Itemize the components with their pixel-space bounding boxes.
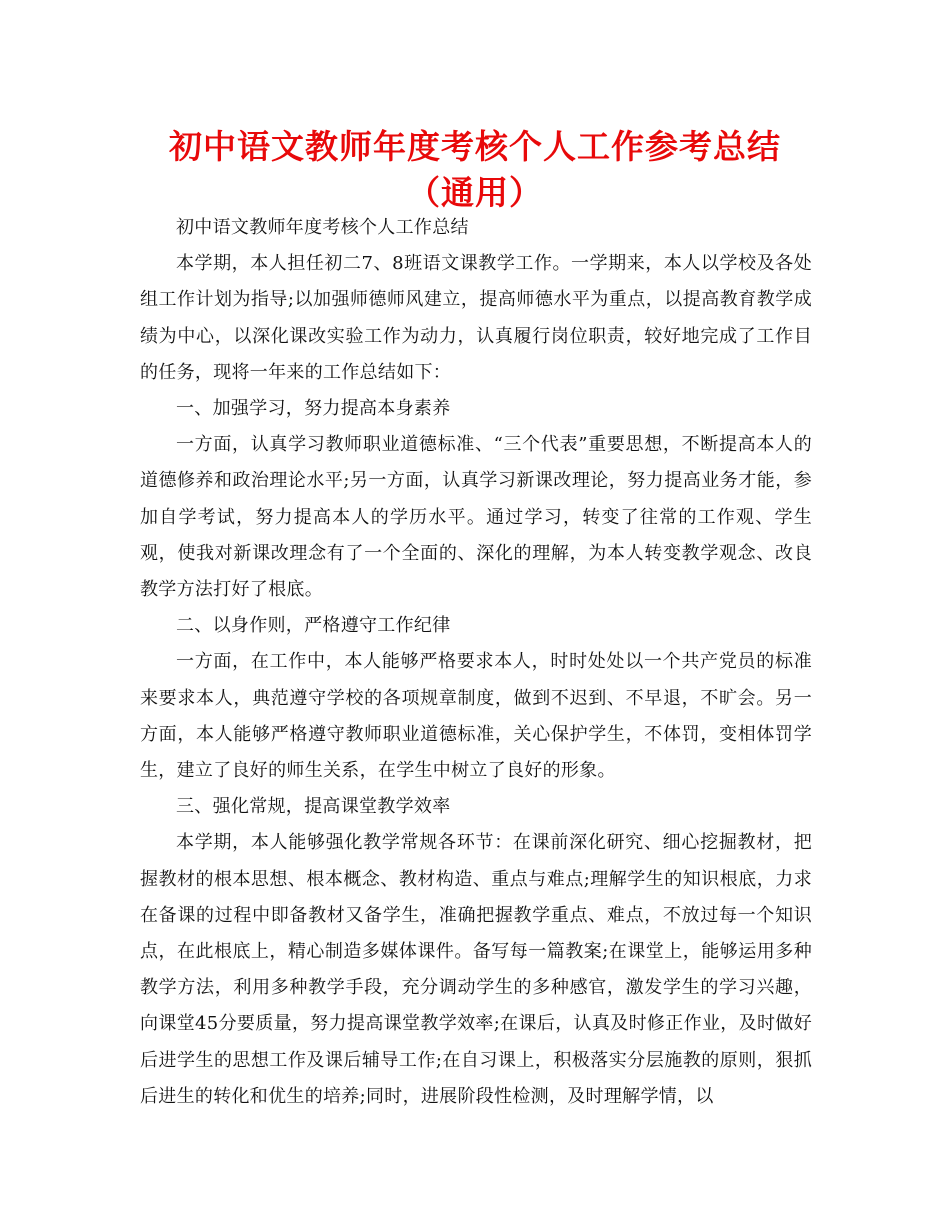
subtitle-paragraph: 初中语文教师年度考核个人工作总结 [176, 217, 469, 238]
intro-paragraph: 本学期，本人担任初二7、8班语文课教学工作。一学期来，本人以学校及各处组工作计划为指导;以加强师德师风建立，提高师德水平为重点，以提高教育教学成绩为中心，以深化课改实验工作为动力，认真履行岗位职责，较好地完成了工作目的任务，现将一年来的工作总结如下： [140, 253, 812, 383]
document-body [140, 210, 812, 1115]
document-title: 初中语文教师年度考核个人工作参考总结（通用） [169, 127, 781, 212]
section-heading-2: 二、以身作则，严格遵守工作纪律 [176, 615, 451, 637]
section-heading-1: 一、加强学习，努力提高本身素养 [176, 398, 451, 420]
section-2-paragraph: 一方面，在工作中，本人能够严格要求本人，时时处处以一个共产党员的标准来要求本人，典范遵守学校的各项规章制度，做到不迟到、不早退，不旷会。另一方面，本人能够严格遵守教师职业道德标准，关心保护学生，不体罚，变相体罚学生，建立了良好的师生关系，在学生中树立了良好的形象。 [140, 651, 812, 782]
section-3-paragraph: 本学期，本人能够强化教学常规各环节：在课前深化研究、细心挖掘教材，把握教材的根本思想、根本概念、教材构造、重点与难点;理解学生的知识根底，力求在备课的过程中即备教材又备学生，准确把握教学重点、难点，不放过每一个知识点，在此根底上，精心制造多媒体课件。备写每一篇教案;在课堂上，能够运用多种教学方法，利用多种教学手段，充分调动学生的多种感官，激发学生的学习兴趣，向课堂45分要质量，努力提高课堂教学效率;在课后，认真及时修正作业，及时做好后进学生的思想工作及课后辅导工作;在自习课上，积极落实分层施教的原则，狠抓后进生的转化和优生的培养;同时，进展阶段性检测，及时理解学情，以 [140, 832, 812, 1107]
section-1-paragraph: 一方面，认真学习教师职业道德标准、“三个代表”重要思想，不断提高本人的道德修养和政治理论水平;另一方面，认真学习新课改理论，努力提高业务才能，参加自学考试，努力提高本人的学历水平。通过学习，转变了往常的工作观、学生观，使我对新课改理念有了一个全面的、深化的理解，为本人转变教学观念、改良教学方法打好了根底。 [140, 434, 812, 601]
section-heading-3: 三、强化常规，提高课堂教学效率 [176, 796, 451, 818]
